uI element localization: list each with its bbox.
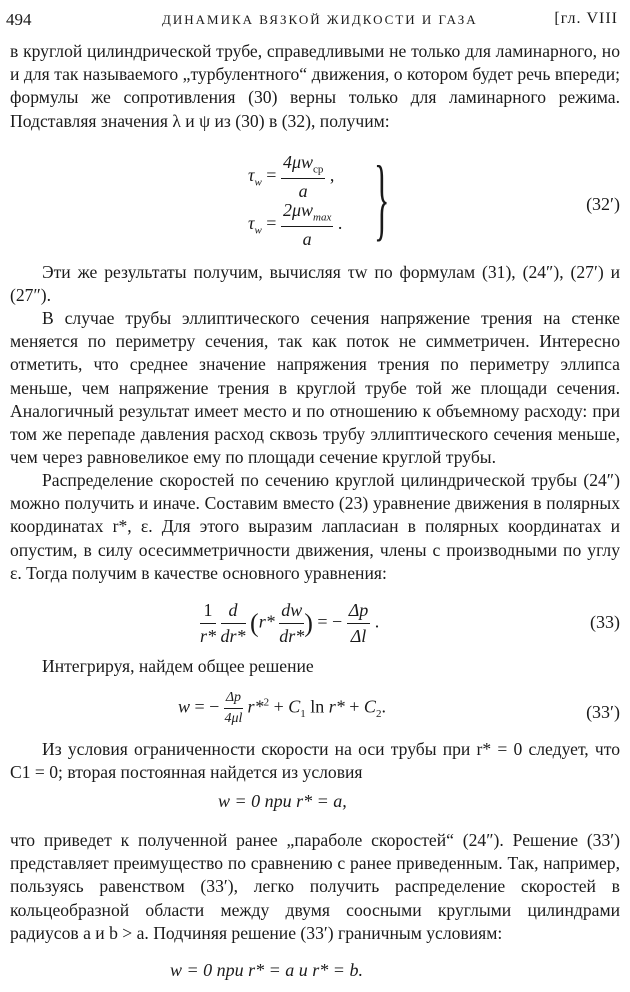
equation-number-33: (33) (590, 612, 620, 632)
equation-33-prime: w = − $\frac{\Delta p}{4\mu l}$ $r*^2 + C_1$ $\ln r* + C_2$. (178, 690, 386, 726)
chapter-label: [гл. VIII (554, 10, 618, 27)
running-title: ДИНАМИКА ВЯЗКОЙ ЖИДКОСТИ И ГАЗА (162, 12, 478, 27)
right-brace: } (374, 147, 390, 249)
page-number: 494 (6, 10, 32, 29)
paragraph-4: Распределение скоростей по сечению круглой цилиндрической трубы (24″) можно получить и иначе. Составим вместо (23) уравнение движения в полярных координатах r*, ε. Для этого выразим лапласиан в полярных координатах и опустим, в силу осесимметричности движения, члены с производными по углу ε. Тогда получим в качестве основного уравнения: (10, 470, 620, 583)
running-header (6, 4, 618, 34)
paragraph-2: Эти же результаты получим, вычисляя τw по формулам (31), (24″), (27′) и (27″). (10, 262, 620, 306)
condition-1: w = 0 при r* = a, (218, 791, 347, 811)
paragraph-5: Интегрируя, найдем общее решение (42, 656, 314, 676)
equation-number-32-prime: (32′) (586, 194, 620, 214)
paragraph-6: Из условия ограниченности скорости на оси трубы при r* = 0 следует, что C1 = 0; вторая постоянная найдется из условия (10, 739, 620, 783)
equation-number-33-prime: (33′) (586, 702, 620, 722)
paragraph-7: что приведет к полученной ранее „параболе скоростей“ (24″). Решение (33′) представляет преимущество по сравнению с ранее приведенным. Так, например, пользуясь равенством (33′), легко получить распределение скоростей в кольцеобразной области между двумя соосными круглыми цилиндрами радиусов a и b > a. Подчиняя решение (33′) граничным условиям: (10, 830, 620, 943)
eq32p-line2: $\tau_w$ = $\frac{2\mu w_{max}}{a}$ . (248, 200, 343, 249)
paragraph-1: в круглой цилиндрической трубе, справедливыми не только для ламинарного, но и для так называемого „турбулентного“ движения, о котором будет речь впереди; формулы же сопротивления (30) верны только для ламинарного режима. Подставляя значения λ и ψ из (30) в (32), получим: (10, 41, 620, 131)
eq32p-line1: $\tau_w$ = $\frac{4\mu w_{ср}}{a}$ , (248, 152, 335, 201)
equation-33: $\frac{1}{r*}$ $\frac{d}{dr*}$ (r* $\frac{dw}{dr*}$ ) = − $\frac{\Delta p}{\Delta l}$ . (200, 600, 380, 646)
condition-2: w = 0 при r* = a и r* = b. (170, 960, 363, 980)
paragraph-3: В случае трубы эллиптического сечения напряжение трения на стенке меняется по периметру сечения, так как поток не симметричен. Интересно отметить, что среднее значение напряжения трения по периметру эллипса меньше, чем напряжение трения в круглой трубе той же площади сечения. Аналогичный результат имеет место и по отношению к объемному расходу: при том же перепаде давления расход сквозь трубу эллиптического сечения меньше, чем через равновеликое ему по площади сечение круглой трубы. (10, 308, 620, 468)
